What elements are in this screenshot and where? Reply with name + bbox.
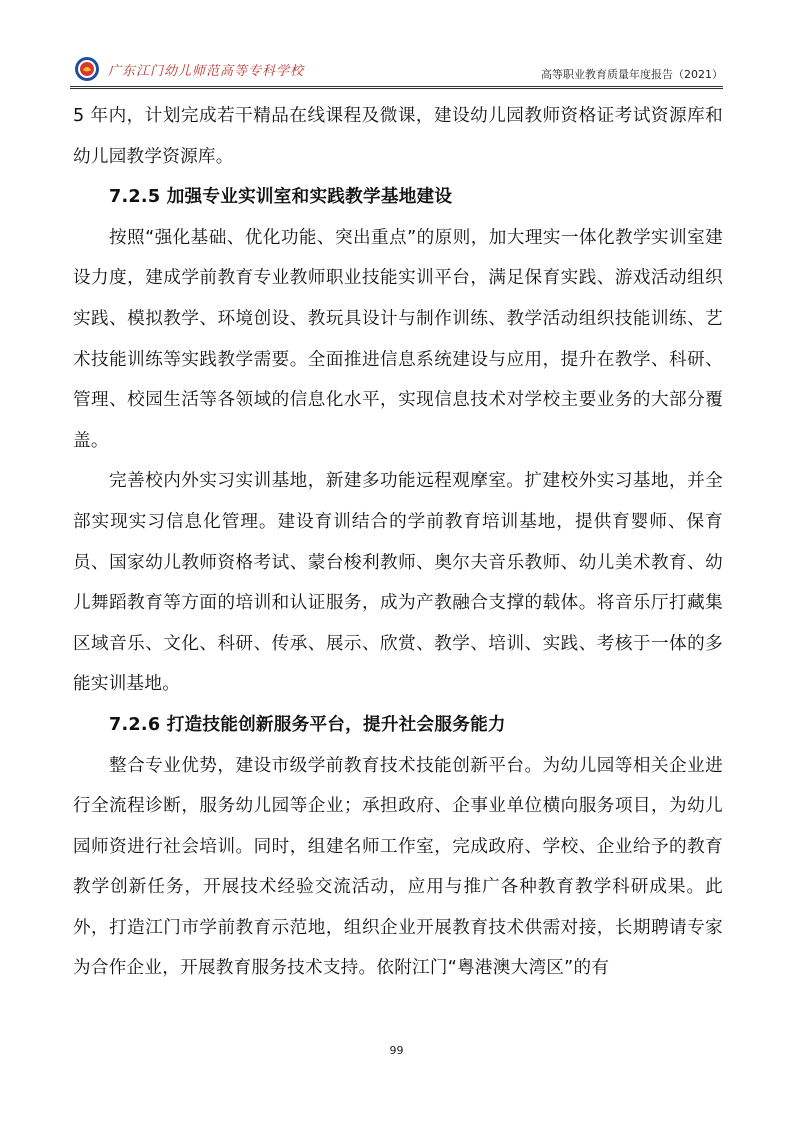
page-header <box>70 52 723 88</box>
page-body <box>73 96 723 989</box>
report-title: 高等职业教育质量年度报告（2021） <box>541 68 723 81</box>
paragraph-innovation-platform: 整合专业优势，建设市级学前教育技术技能创新平台。为幼儿园等相关企业进行全流程诊断，服务幼儿园等企业；承担政府、企事业单位横向服务项目，为幼儿园师资进行社会培训。同时，组建名师工作室，完成政府、学校、企业给予的教育教学创新任务，开展技术经验交流活动，应用与推广各种教育教学科研成果。此外，打造江门市学前教育示范地，组织企业开展教育技术供需对接，长期聘请专家为合作企业，开展教育服务技术支持。依附江门“粤港澳大湾区”的有 <box>73 755 723 979</box>
school-name: 广东江门幼儿师范高等专科学校 <box>108 63 305 79</box>
paragraph-continuation: 5 年内，计划完成若干精品在线课程及微课，建设幼儿园教师资格证考试资源库和幼儿园教学资源库。 <box>73 106 723 167</box>
section-heading-7-2-6: 7.2.6 打造技能创新服务平台，提升社会服务能力 <box>109 714 506 735</box>
page-number: 99 <box>389 1044 404 1057</box>
header-rule <box>70 86 723 87</box>
paragraph-practice-bases: 完善校内外实习实训基地，新建多功能远程观摩室。扩建校外实习基地，并全部实现实习信息化管理。建设育训结合的学前教育培训基地，提供育婴师、保育员、国家幼儿教师资格考试、蒙台梭利教师、奥尔夫音乐教师、幼儿美术教育、幼儿舞蹈教育等方面的培训和认证服务，成为产教融合支撑的载体。将音乐厅打藏集区域音乐、文化、科研、传承、展示、欣赏、教学、培训、实践、考核于一体的多能实训基地。 <box>73 471 723 695</box>
school-seal-icon <box>74 56 100 82</box>
paragraph-training-rooms: 按照“强化基础、优化功能、突出重点”的原则，加大理实一体化教学实训室建设力度，建成学前教育专业教师职业技能实训平台，满足保育实践、游戏活动组织实践、模拟教学、环境创设、教玩具设计与制作训练、教学活动组织技能训练、艺术技能训练等实践教学需要。全面推进信息系统建设与应用，提升在教学、科研、管理、校园生活等各领域的信息化水平，实现信息技术对学校主要业务的大部分覆盖。 <box>73 227 723 451</box>
section-heading-7-2-5: 7.2.5 加强专业实训室和实践教学基地建设 <box>109 187 453 208</box>
header-rule-double <box>70 88 723 89</box>
school-logo <box>74 56 304 82</box>
